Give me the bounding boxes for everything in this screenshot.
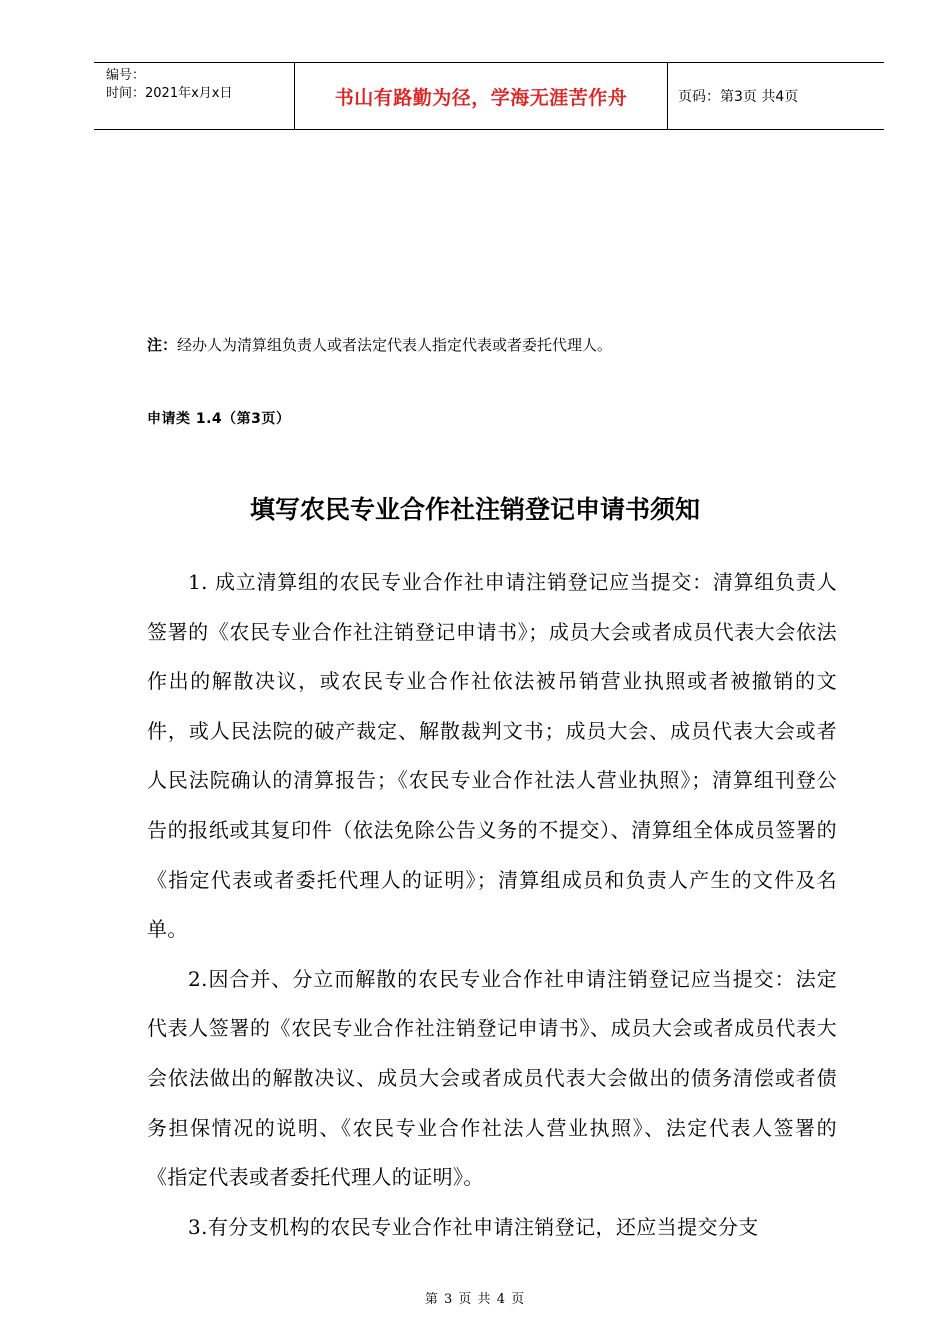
- page-header: [94, 62, 884, 130]
- note-text: 经办人为清算组负责人或者法定代表人指定代表或者委托代理人。: [177, 336, 613, 354]
- document-body: [147, 558, 837, 1252]
- document-title: 填写农民专业合作社注销登记申请书须知: [249, 495, 700, 524]
- serial-number-label: 编号：: [106, 68, 146, 83]
- header-page-cell: [668, 63, 884, 129]
- header-meta-cell: [94, 63, 295, 129]
- page-number-label: 页码：第3页 共4页: [678, 89, 799, 105]
- note-prefix: 注：: [147, 336, 178, 354]
- date-label: 时间：2021年x月x日: [106, 86, 233, 101]
- paragraph: 3.有分支机构的农民专业合作社申请注销登记，还应当提交分支: [188, 1214, 759, 1239]
- paragraph: 1. 成立清算组的农民专业合作社申请注销登记应当提交：清算组负责人签署的《农民专业合作社注销登记申请书》；成员大会或者成员代表大会依法作出的解散决议，或农民专业合作社依法被吊销营业执照或者被撤销的文件，或人民法院的破产裁定、解散裁判文书；成员大会、成员代表大会或者人民法院确认的清算报告；《农民专业合作社法人营业执照》；清算组刊登公告的报纸或其复印件（依法免除公告义务的不提交）、清算组全体成员签署的《指定代表或者委托代理人的证明》；清算组成员和负责人产生的文件及名单。: [147, 570, 837, 942]
- page-footer: 第 3 页 共 4 页: [424, 1292, 526, 1307]
- header-motto-cell: [295, 63, 668, 129]
- motto-text: 书山有路勤为径，学海无涯苦作舟: [334, 86, 628, 109]
- note-line: [147, 335, 612, 355]
- paragraph: 2.因合并、分立而解散的农民专业合作社申请注销登记应当提交：法定代表人签署的《农民专业合作社注销登记申请书》、成员大会或者成员代表大会依法做出的解散决议、成员大会或者成员代表大会做出的债务清偿或者债务担保情况的说明、《农民专业合作社法人营业执照》、法定代表人签署的《指定代表或者委托代理人的证明》。: [147, 966, 837, 1190]
- form-code: 申请类 1.4（第3页）: [147, 411, 291, 427]
